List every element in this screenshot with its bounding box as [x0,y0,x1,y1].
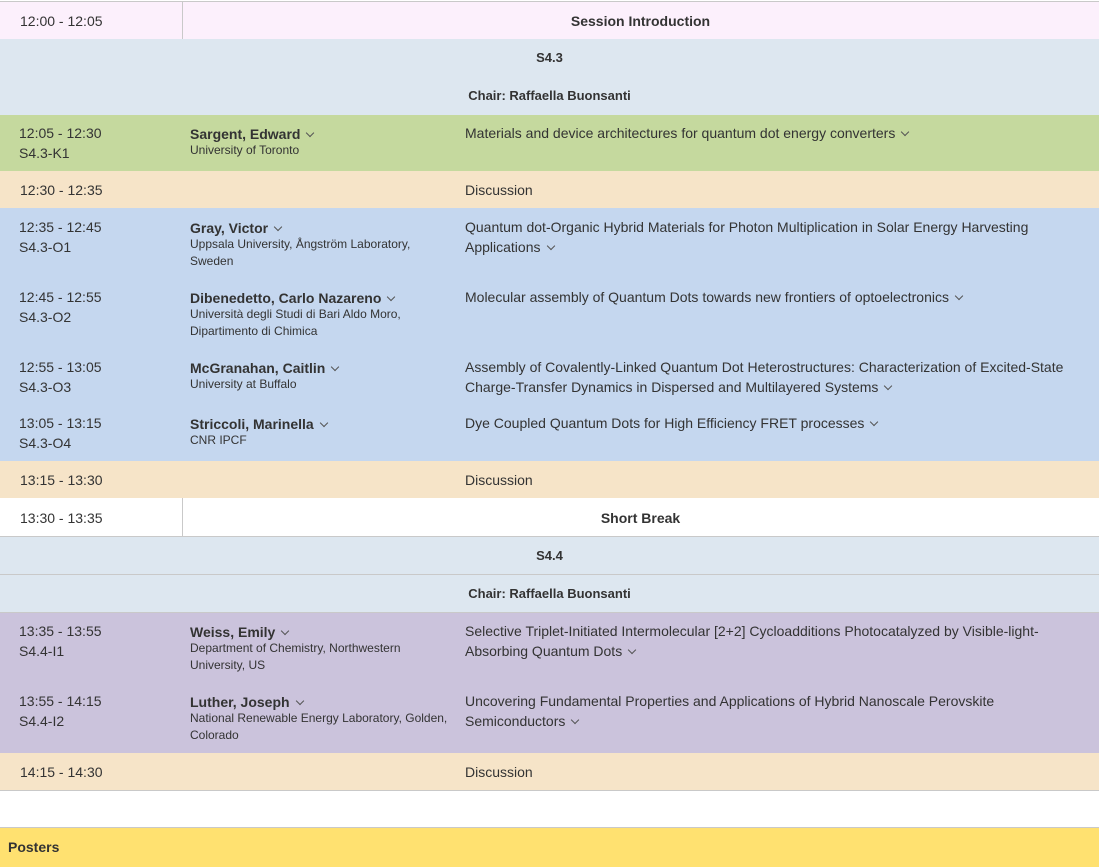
talk-time: 13:35 - 13:55 [19,623,102,639]
session-chair: Chair: Raffaella Buonsanti [468,586,631,601]
chevron-down-icon[interactable] [955,292,963,300]
short-break-row [0,498,1099,537]
talk-title-text[interactable]: Quantum dot-Organic Hybrid Materials for Photon Multiplication in Solar Energy Harvesting Applications [465,219,1029,255]
posters-row[interactable] [0,827,1099,867]
time-label: 12:00 - 12:05 [20,13,103,29]
talk-title-text[interactable]: Assembly of Covalently-Linked Quantum Dot Heterostructures: Characterization of Excited-State Charge-Transfer Dynamics in Dispersed and Multilayered Systems [465,359,1064,395]
chevron-down-icon[interactable] [331,363,339,371]
speaker-name[interactable]: Gray, Victor [190,220,269,236]
speaker[interactable] [190,692,303,712]
talk-title-text[interactable]: Materials and device architectures for quantum dot energy converters [465,125,896,141]
speaker-affiliation: University of Toronto [190,143,300,157]
discussion-time: 13:15 - 13:30 [20,472,103,488]
discussion-label: Discussion [465,472,533,488]
talk-title[interactable] [465,123,1080,143]
speaker-name[interactable]: Striccoli, Marinella [190,416,314,432]
chevron-down-icon[interactable] [870,418,878,426]
talk-title-text[interactable]: Dye Coupled Quantum Dots for High Efficiency FRET processes [465,415,865,431]
talk-id: S4.3-K1 [19,145,70,161]
speaker[interactable] [190,288,394,308]
break-time: 13:30 - 13:35 [20,510,103,526]
speaker-affiliation: Department of Chemistry, Northwestern University, US [190,641,401,672]
discussion-time: 12:30 - 12:35 [20,182,103,198]
session-chair-row [0,575,1099,613]
talk-title-text[interactable]: Uncovering Fundamental Properties and Applications of Hybrid Nanoscale Perovskite Semiconductors [465,693,995,729]
chevron-down-icon[interactable] [281,627,289,635]
talk-id: S4.3-O1 [19,239,72,255]
speaker[interactable] [190,218,281,238]
discussion-row [0,753,1099,791]
speaker-affiliation: Uppsala University, Ångström Laboratory, Sweden [190,237,411,268]
chevron-down-icon[interactable] [306,129,314,137]
discussion-row [0,171,1099,209]
talk-title-text[interactable]: Molecular assembly of Quantum Dots towards new frontiers of optoelectronics [465,289,949,305]
chevron-down-icon[interactable] [901,128,909,136]
invited-talks-block [0,613,1099,754]
speaker-affiliation: National Renewable Energy Laboratory, Golden, Colorado [190,711,448,742]
talk-time: 12:05 - 12:30 [19,125,102,141]
talk-id: S4.3-O2 [19,309,72,325]
speaker-affiliation: Università degli Studi di Bari Aldo Moro, Dipartimento di Chimica [190,307,401,338]
session-chair: Chair: Raffaella Buonsanti [468,88,631,103]
chevron-down-icon[interactable] [319,419,327,427]
chevron-down-icon[interactable] [628,646,636,654]
session-code: S4.4 [536,548,563,563]
speaker-name[interactable]: Sargent, Edward [190,126,301,142]
talk-row [0,115,1099,172]
chevron-down-icon[interactable] [884,382,892,390]
talk-time: 12:35 - 12:45 [19,219,102,235]
talk-title[interactable] [465,217,1080,257]
talk-id: S4.3-O3 [19,379,72,395]
speaker[interactable] [190,622,288,642]
talk-id: S4.4-I2 [19,713,65,729]
oral-talks-block [0,208,1099,462]
speaker-name[interactable]: Luther, Joseph [190,694,290,710]
speaker[interactable] [190,414,327,434]
chevron-down-icon[interactable] [546,242,554,250]
talk-title[interactable] [465,621,1080,661]
speaker-affiliation: University at Buffalo [190,377,297,391]
speaker-name[interactable]: Dibenedetto, Carlo Nazareno [190,290,382,306]
talk-title[interactable] [465,287,1080,307]
session-chair-row [0,77,1099,116]
short-break-label: Short Break [600,510,681,526]
talk-title[interactable] [465,357,1080,397]
talk-title[interactable] [465,691,1080,731]
talk-id: S4.4-I1 [19,643,65,659]
discussion-label: Discussion [465,182,533,198]
talk-time: 13:55 - 14:15 [19,693,102,709]
talk-time: 13:05 - 13:15 [19,415,102,431]
chevron-down-icon[interactable] [571,716,579,724]
posters-label[interactable]: Posters [8,839,60,855]
speaker-name[interactable]: McGranahan, Caitlin [190,360,326,376]
talk-title[interactable] [465,413,1080,433]
discussion-label: Discussion [465,764,533,780]
talk-time: 12:45 - 12:55 [19,289,102,305]
discussion-row [0,461,1099,499]
session-introduction-row [0,1,1099,40]
speaker-affiliation: CNR IPCF [190,433,247,447]
chevron-down-icon[interactable] [274,223,282,231]
chevron-down-icon[interactable] [295,697,303,705]
speaker[interactable] [190,358,338,378]
talk-id: S4.3-O4 [19,435,72,451]
talk-title-text[interactable]: Selective Triplet-Initiated Intermolecular [2+2] Cycloadditions Photocatalyzed by Visible-light-Absorbing Quantum Dots [465,623,1039,659]
talk-time: 12:55 - 13:05 [19,359,102,375]
session-introduction-label: Session Introduction [570,13,711,29]
session-code: S4.3 [536,50,563,65]
session-code-row [0,39,1099,78]
chevron-down-icon[interactable] [387,293,395,301]
session-code-row [0,537,1099,575]
speaker[interactable] [190,124,313,144]
speaker-name[interactable]: Weiss, Emily [190,624,276,640]
discussion-time: 14:15 - 14:30 [20,764,103,780]
